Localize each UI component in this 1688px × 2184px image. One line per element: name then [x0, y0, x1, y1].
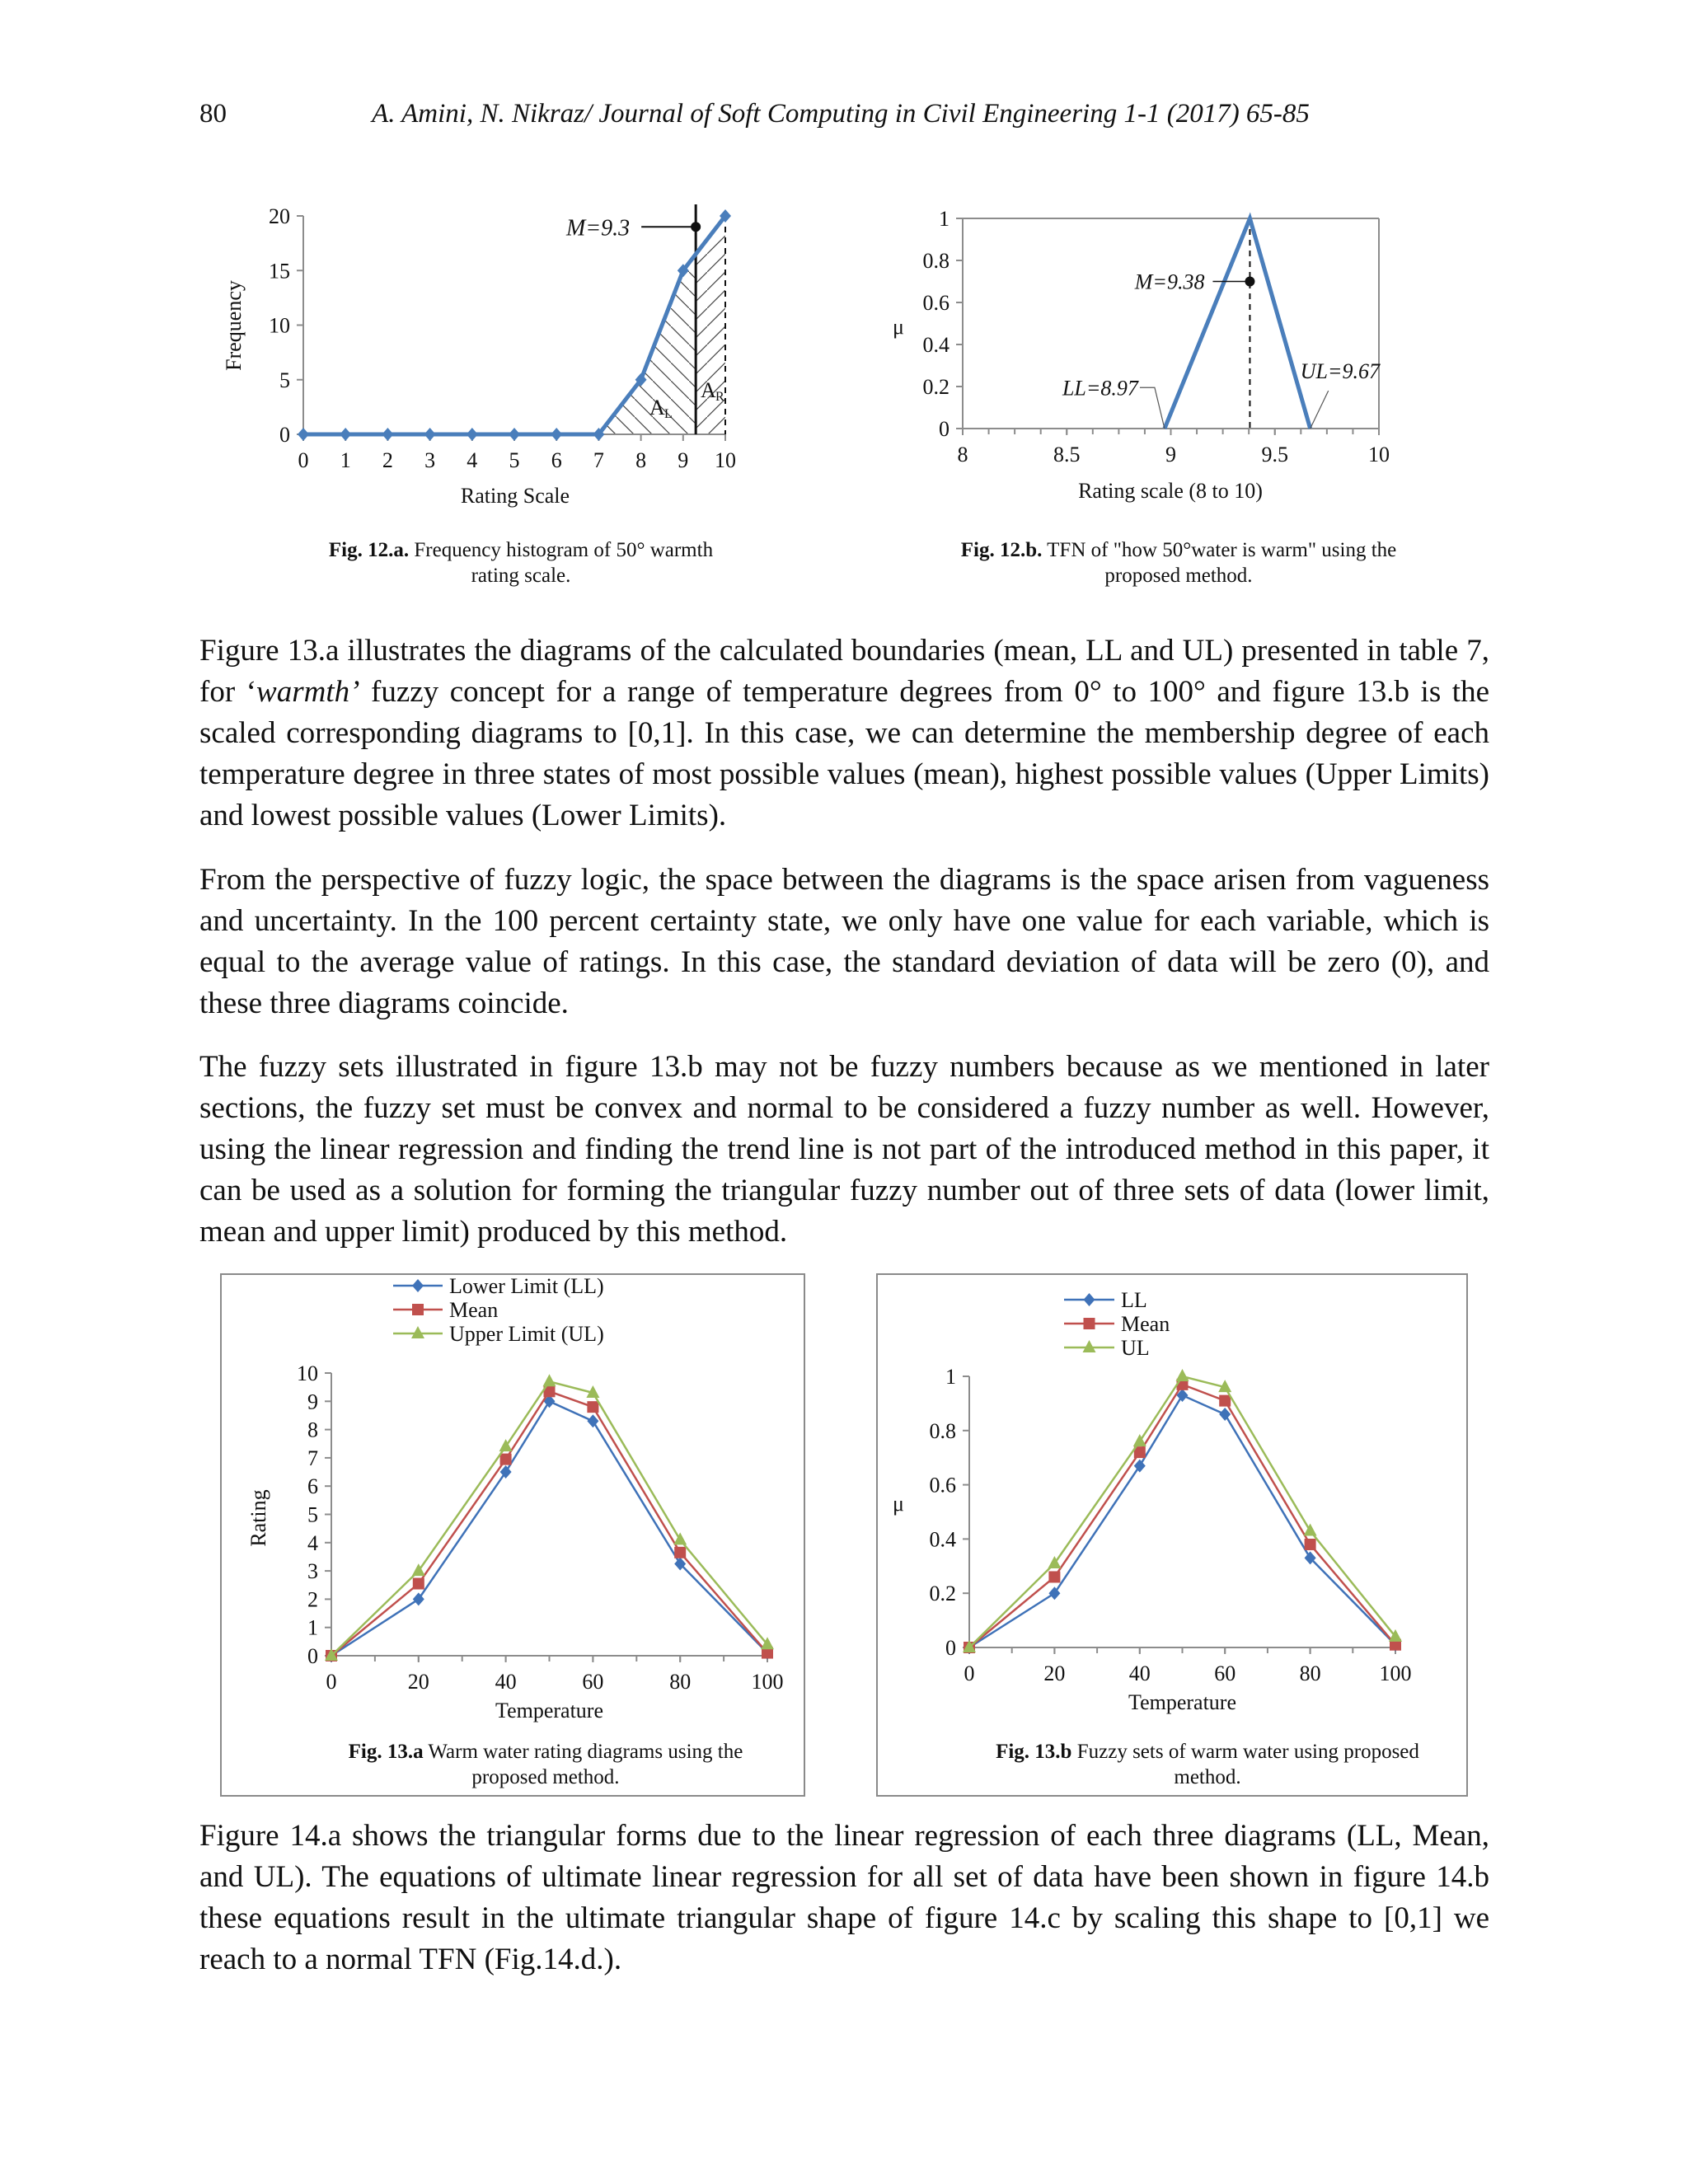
fig12b-x-tick-label: 8.5	[1053, 443, 1081, 466]
fig13a-diamond-marker	[587, 1414, 598, 1427]
fig12b-ll-leader	[1140, 387, 1165, 429]
fig13b-caption-text: Fuzzy sets of warm water using proposed method.	[1071, 1741, 1419, 1788]
fig13b-triangle-marker	[1304, 1524, 1317, 1536]
fig12a-x-tick-label: 5	[509, 448, 520, 472]
fig12b-y-tick-label: 0.6	[922, 291, 950, 315]
fig12b-y-tick-label: 0.8	[922, 249, 950, 273]
fig13b-legend-triangle-marker	[1083, 1340, 1096, 1352]
fig12a-diamond-marker	[509, 428, 520, 441]
fig13b-legend-diamond-marker	[1084, 1293, 1095, 1306]
fig12a-y-tick-label: 20	[269, 204, 290, 228]
fig12a-y-tick-label: 15	[269, 259, 290, 284]
fig13a-legend-triangle-marker	[411, 1326, 424, 1338]
fig13b-diamond-marker	[1219, 1408, 1231, 1421]
fig13a-y-tick-label: 1	[307, 1615, 318, 1640]
fig12a-y-title: Frequency	[222, 280, 246, 371]
fig13a-y-tick-label: 9	[307, 1390, 318, 1414]
fig13b-legend-label: UL	[1121, 1336, 1150, 1360]
fig12b-y-tick-label: 1	[939, 207, 950, 231]
fig12b-x-tick-label: 8	[957, 443, 968, 466]
fig12b-x-title: Rating scale (8 to 10)	[1078, 479, 1263, 503]
paragraph-1	[199, 630, 1489, 837]
fig13b-x-tick-label: 80	[1299, 1661, 1321, 1685]
fig12a-y-tick-label: 0	[279, 423, 290, 447]
fig13a-y-tick-label: 3	[307, 1559, 318, 1584]
fig12b-y-tick-label: 0.4	[922, 333, 950, 357]
fig13b-legend-label: Mean	[1121, 1312, 1170, 1336]
fig13a-x-tick-label: 80	[669, 1670, 692, 1694]
fig13b-legend-square-marker	[1084, 1318, 1095, 1329]
fig12a-y-tick-label: 10	[269, 313, 290, 338]
fig13a-y-tick-label: 10	[297, 1361, 318, 1385]
fig12a-x-title: Rating Scale	[460, 484, 570, 508]
fig13a-x-title: Temperature	[495, 1699, 603, 1722]
fig12a-mean-dot	[691, 222, 701, 232]
paragraph-4: Figure 14.a shows the triangular forms due to the linear regression of each three diagrams (LL, Mean, and UL). The equations of ultimate linear regression for all set of data have been shown in figure 14.b these equations result in the ultimate triangular shape of figure 14.c by scaling this shape to [0,1] we reach to a normal TFN (Fig.14.d.).	[199, 1819, 1489, 1976]
fig13b-caption-label: Fig. 13.b	[996, 1741, 1072, 1763]
fig13a-caption-label: Fig. 13.a	[348, 1741, 424, 1763]
fig13b-x-tick-label: 40	[1128, 1661, 1151, 1685]
fig12a-area-right-sub: R	[715, 390, 724, 404]
fig13a-legend-label: Mean	[449, 1298, 499, 1322]
fig13a-square-marker	[674, 1547, 686, 1558]
fig13a-y-tick-label: 7	[307, 1446, 318, 1470]
fig13b-x-tick-label: 0	[964, 1661, 975, 1685]
fig12a-x-tick-label: 6	[551, 448, 562, 472]
fig13a-square-marker	[413, 1578, 424, 1590]
fig12a-x-tick-label: 9	[678, 448, 689, 472]
fig12a-diamond-marker	[467, 428, 478, 441]
paragraph-2: From the perspective of fuzzy logic, the space between the diagrams is the space arisen from vagueness and uncertainty. In the 100 percent certainty state, we only have one value for each variable, which is equal to the average value of ratings. In this case, the standard deviation of data will be zero (0), and these three diagrams coincide.	[199, 863, 1489, 1020]
fig12a-area-right-label: A	[701, 378, 716, 402]
fig13a-legend-diamond-marker	[412, 1279, 424, 1292]
fig13a-x-tick-label: 0	[326, 1670, 337, 1694]
fig13b-series-diamond-line	[969, 1395, 1395, 1647]
fig13a-legend-label: Upper Limit (UL)	[449, 1322, 604, 1346]
fig12b-mean-label: M=9.38	[1134, 269, 1205, 294]
fig12a-diamond-marker	[298, 428, 309, 441]
fig12b-y-title: μ	[893, 315, 904, 339]
fig13b-y-tick-label: 0	[945, 1636, 956, 1660]
fig12a-x-tick-label: 3	[424, 448, 436, 472]
fig12b-x-tick-label: 9.5	[1261, 443, 1288, 466]
fig12a-x-tick-label: 4	[467, 448, 478, 472]
fig13b-x-tick-label: 100	[1379, 1661, 1412, 1685]
fig12a-x-tick-label: 1	[340, 448, 351, 472]
fig12b-ul-leader	[1311, 391, 1329, 429]
fig13b-square-marker	[1219, 1395, 1231, 1407]
fig13a-legend-label: Lower Limit (LL)	[449, 1274, 604, 1298]
fig12a-diamond-marker	[382, 428, 393, 441]
fig13a-x-tick-label: 60	[582, 1670, 604, 1694]
fig13b-y-tick-label: 0.2	[929, 1582, 956, 1606]
fig13a-y-tick-label: 0	[307, 1644, 318, 1668]
fig12a-caption	[307, 537, 735, 588]
fig13a-square-marker	[500, 1454, 512, 1465]
fig12a-area-left-sub: L	[664, 407, 673, 421]
fig12b-tfn-line	[1165, 218, 1311, 429]
fig13a-triangle-marker	[543, 1374, 556, 1386]
fig12b-caption-text: TFN of "how 50°water is warm" using the proposed method.	[1042, 539, 1397, 587]
fig13a-series-triangle-line	[331, 1381, 767, 1656]
fig13b-legend-label: LL	[1121, 1288, 1147, 1312]
fig13b-square-marker	[1305, 1539, 1316, 1550]
paragraph-1-part-a: Figure 13.a illustrates the diagrams of the calculated boundaries (mean, LL and UL) presented in table 7, for ‘	[199, 634, 1489, 709]
fig13a-series-square-line	[331, 1391, 767, 1656]
fig13a-caption-text: Warm water rating diagrams using the proposed method.	[423, 1741, 743, 1788]
fig13a-x-tick-label: 100	[751, 1670, 784, 1694]
fig13a-y-tick-label: 6	[307, 1474, 318, 1499]
fig13b-y-tick-label: 0.8	[929, 1418, 956, 1443]
fig13b-y-tick-label: 0.4	[929, 1527, 956, 1552]
fig12a-diamond-marker	[551, 428, 562, 441]
fig12a-x-tick-label: 10	[715, 448, 736, 472]
fig12b-x-tick-label: 9	[1165, 443, 1176, 466]
running-head: A. Amini, N. Nikraz/ Journal of Soft Computing in Civil Engineering 1-1 (2017) 65-85	[372, 99, 1310, 129]
fig13b-x-title: Temperature	[1128, 1690, 1236, 1714]
fig13b-y-tick-label: 0.6	[929, 1473, 956, 1497]
fig13a-triangle-marker	[673, 1532, 687, 1544]
fig12b-ll-label: LL=8.97	[1062, 376, 1138, 401]
fig12a-y-tick-label: 5	[279, 368, 290, 392]
fig13b-triangle-marker	[1176, 1369, 1189, 1381]
fig13b-y-tick-label: 1	[945, 1365, 956, 1389]
fig13b-caption	[973, 1739, 1442, 1790]
fig12b-caption-label: Fig. 12.b.	[960, 539, 1043, 561]
fig12a-diamond-marker	[424, 428, 436, 441]
fig12a-caption-label: Fig. 12.a.	[328, 539, 410, 561]
fig13a-y-tick-label: 2	[307, 1587, 318, 1612]
fig13a-x-tick-label: 20	[407, 1670, 429, 1694]
fig12b-y-tick-label: 0	[939, 417, 950, 441]
fig12b-caption	[948, 537, 1409, 588]
paragraph-1-italic: warmth’	[256, 675, 360, 709]
fig13a-y-tick-label: 5	[307, 1502, 318, 1527]
fig13b-y-title: μ	[893, 1492, 904, 1516]
fig12b-x-tick-label: 10	[1368, 443, 1390, 466]
fig12a-caption-text: Frequency histogram of 50° warmth rating scale.	[409, 539, 714, 587]
fig12a-area-left-label: A	[649, 396, 665, 419]
fig12a-diamond-marker	[340, 428, 351, 441]
fig13a-series-diamond-line	[331, 1401, 767, 1656]
fig12a-area-left-hatch	[598, 254, 696, 434]
paragraph-3: The fuzzy sets illustrated in figure 13.b may not be fuzzy numbers because as we mentioned in later sections, the fuzzy set must be convex and normal to be considered a fuzzy number as well. However, using the linear regression and finding the trend line is not part of the introduced method in this paper, it can be used as a solution for forming the triangular fuzzy number out of three sets of data (lower limit, mean and upper limit) produced by this method.	[199, 1050, 1489, 1249]
fig13a-legend-square-marker	[412, 1304, 424, 1315]
fig12a-x-tick-label: 8	[635, 448, 647, 472]
fig12b-ul-label: UL=9.67	[1300, 359, 1380, 383]
fig13b-square-marker	[1048, 1571, 1060, 1582]
fig12a-x-tick-label: 0	[298, 448, 309, 472]
fig12b-y-tick-label: 0.2	[922, 375, 950, 399]
fig13a-x-tick-label: 40	[495, 1670, 517, 1694]
fig13b-x-tick-label: 60	[1214, 1661, 1236, 1685]
fig13b-x-tick-label: 20	[1043, 1661, 1066, 1685]
fig12a-x-tick-label: 2	[382, 448, 393, 472]
fig12a-x-tick-label: 7	[593, 448, 604, 472]
fig13a-caption	[323, 1739, 768, 1790]
fig13a-square-marker	[587, 1401, 598, 1413]
fig13a-y-tick-label: 8	[307, 1418, 318, 1442]
page-number: 80	[199, 99, 227, 129]
fig13a-y-title: Rating	[246, 1489, 270, 1547]
paragraph-1-part-b: fuzzy concept for a range of temperature degrees from 0° to 100° and figure 13.b is the scaled corresponding diagrams to [0,1]. In this case, we can determine the membership degree of each temperature degree in three states of most possible values (mean), highest possible values (Upper Limits) and lowest possible values (Lower Limits).	[199, 675, 1489, 832]
fig13a-y-tick-label: 4	[307, 1530, 318, 1555]
fig12a-mean-label: M=9.3	[565, 215, 631, 241]
